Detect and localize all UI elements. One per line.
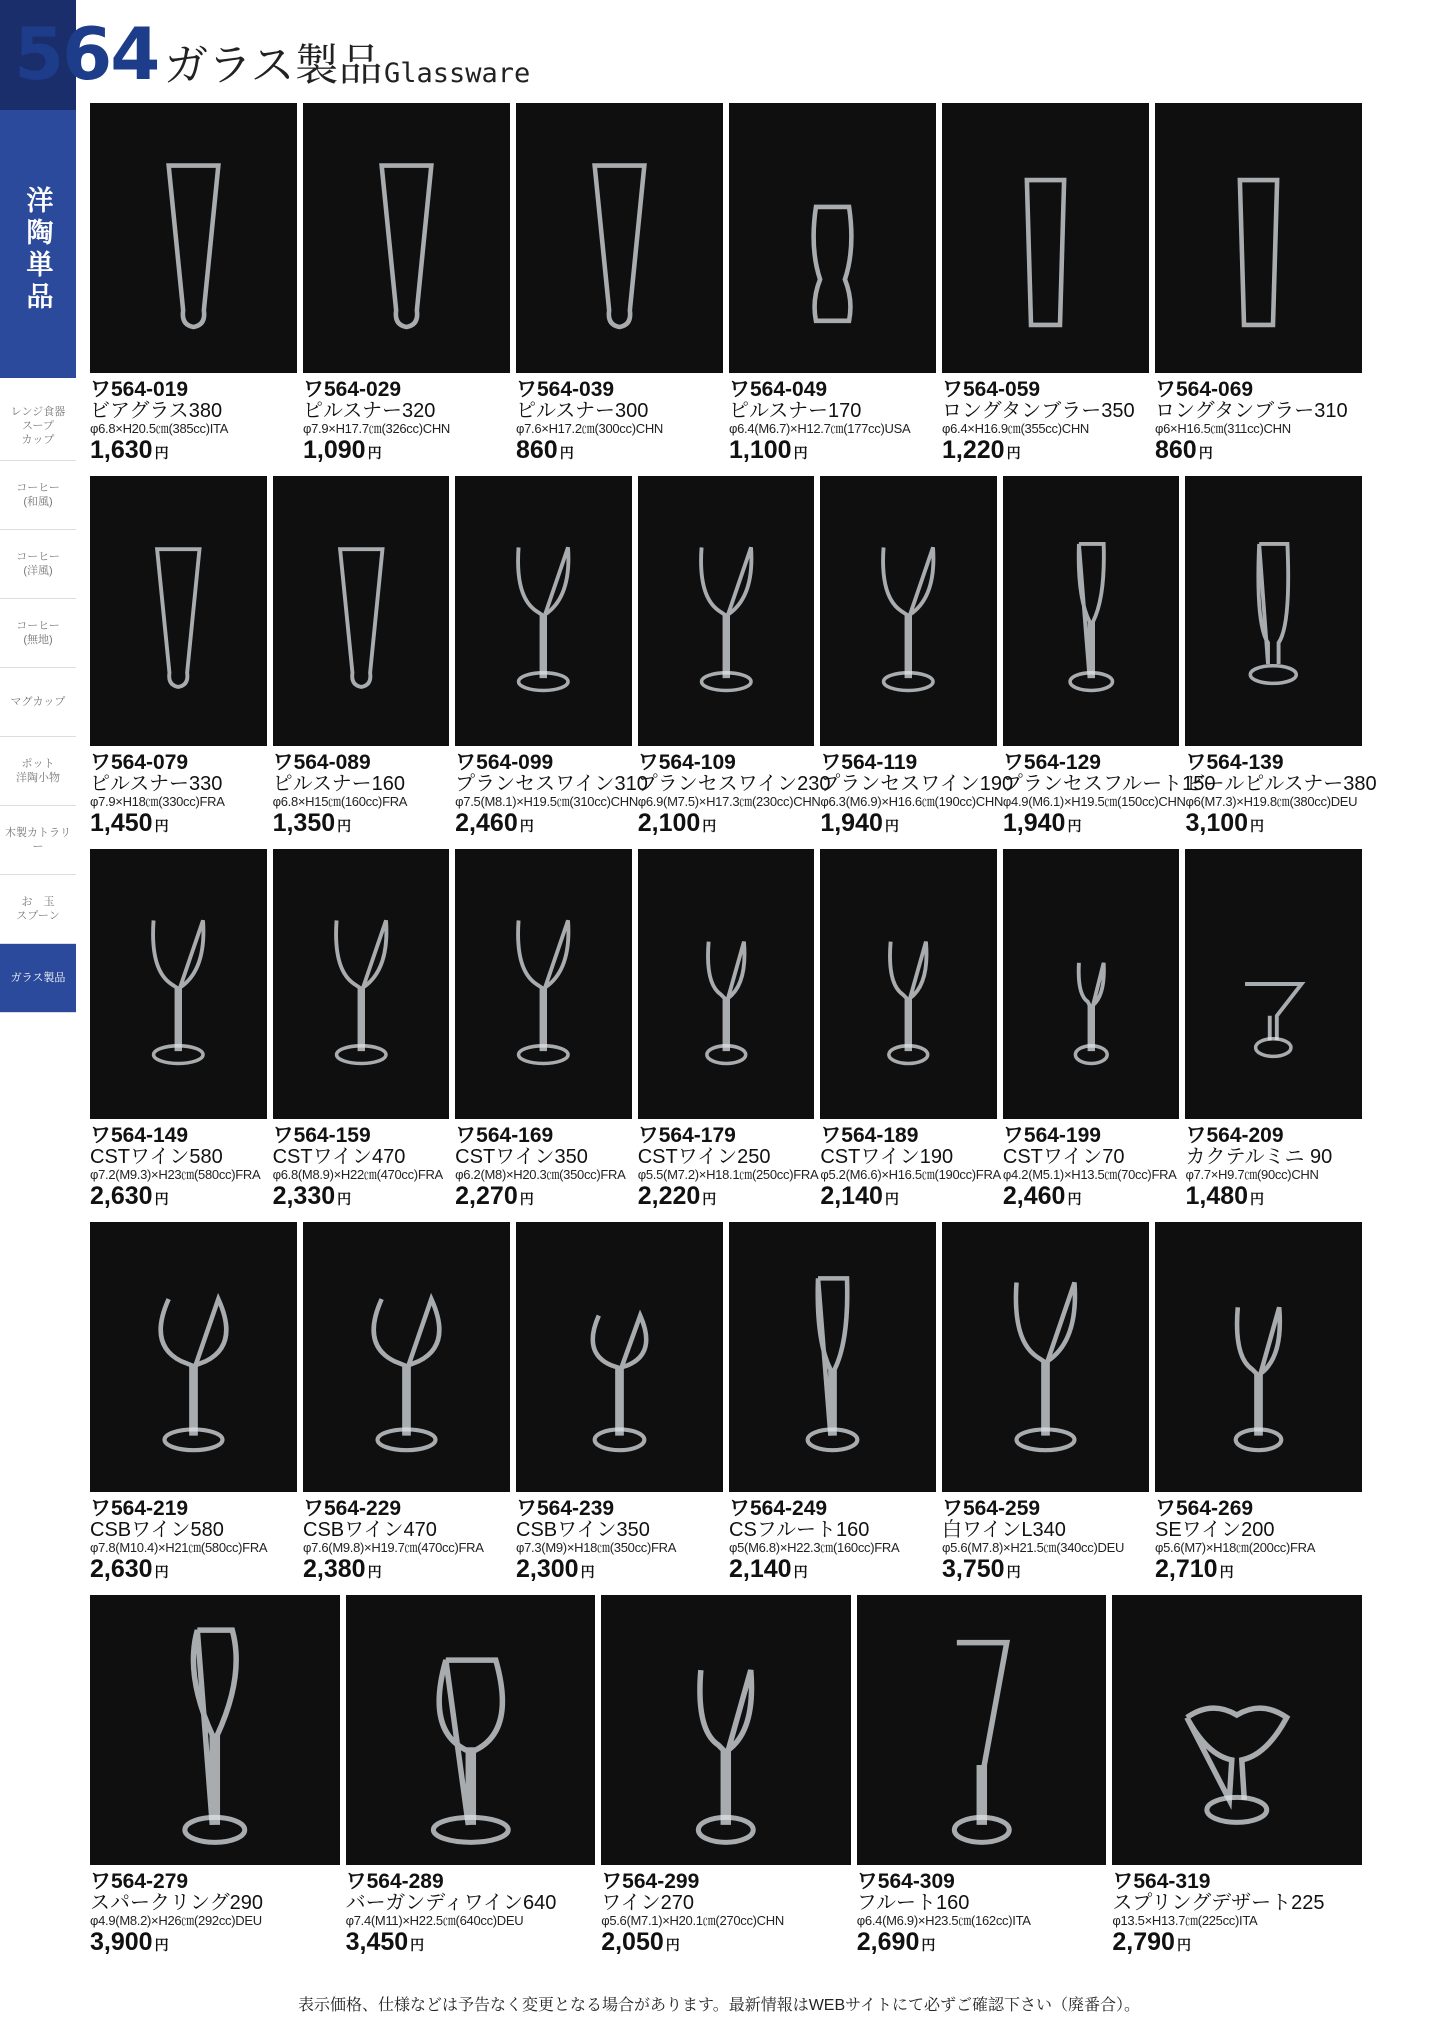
product-spec: φ7.3(M9)×H18㎝(350cc)FRA — [516, 1540, 677, 1555]
product-photo — [516, 1222, 723, 1492]
product-price — [1112, 1928, 1362, 1959]
product-name: プランセスワイン230 — [637, 773, 831, 795]
product-price — [1155, 436, 1362, 467]
product-card[interactable] — [729, 103, 936, 467]
sidebar-nav — [0, 392, 76, 1013]
product-photo — [273, 476, 450, 746]
product-name: カクテルミニ 90 — [1185, 1146, 1333, 1168]
product-card[interactable] — [637, 476, 831, 840]
price-value: 2,300 — [516, 1555, 579, 1583]
price-value: 2,690 — [856, 1928, 920, 1956]
glass-illustration — [820, 849, 997, 1119]
price-value: 2,100 — [637, 809, 701, 837]
product-spec: φ6.4(M6.9)×H23.5㎝(162cc)ITA — [856, 1913, 1031, 1928]
product-price — [516, 1555, 723, 1586]
glass-illustration — [346, 1595, 596, 1865]
product-card[interactable] — [303, 1222, 510, 1586]
product-code: ワ564-179 — [637, 1124, 736, 1147]
product-code: ワ564-089 — [272, 751, 371, 774]
glass-illustration — [90, 103, 297, 373]
glass-illustration — [942, 1222, 1149, 1492]
sidebar-item[interactable]: マグカップ — [0, 668, 76, 737]
product-price — [303, 436, 510, 467]
price-value: 2,140 — [729, 1555, 792, 1583]
product-price — [729, 1555, 936, 1586]
product-price — [820, 1182, 997, 1213]
price-value: 2,630 — [90, 1555, 153, 1583]
product-name: ピルスナー330 — [90, 773, 223, 795]
product-photo — [346, 1595, 596, 1865]
product-spec: φ6.3(M6.9)×H16.6㎝(190cc)CHN — [820, 794, 1004, 809]
product-code: ワ564-039 — [516, 378, 615, 401]
price-value: 1,940 — [820, 809, 883, 837]
yen-unit: 円 — [1067, 818, 1082, 834]
footer-note: 表示価格、仕様などは予告なく変更となる場合があります。最新情報はWEBサイトにて必ずご確認下さい（廃番合）。 — [297, 1997, 1141, 2014]
product-spec: φ6.8×H15㎝(160cc)FRA — [272, 794, 408, 809]
product-card[interactable] — [637, 849, 819, 1213]
product-spec: φ5.6(M7.1)×H20.1㎝(270cc)CHN — [601, 1913, 784, 1928]
product-code: ワ564-219 — [90, 1497, 189, 1520]
yen-unit: 円 — [884, 818, 899, 834]
product-card[interactable] — [729, 1222, 936, 1586]
product-photo — [90, 103, 297, 373]
product-card[interactable] — [455, 476, 648, 840]
product-price — [90, 436, 297, 467]
product-photo — [303, 1222, 510, 1492]
product-photo — [820, 476, 997, 746]
glass-illustration — [729, 103, 936, 373]
yen-unit: 円 — [367, 1564, 382, 1580]
category-label: 洋陶単品 — [26, 186, 54, 313]
product-spec: φ7.9×H17.7㎝(326cc)CHN — [303, 421, 450, 436]
product-name: バーガンディワイン640 — [345, 1892, 557, 1914]
product-spec: φ7.8(M10.4)×H21㎝(580cc)FRA — [90, 1540, 268, 1555]
glass-illustration — [1003, 849, 1180, 1119]
glass-illustration — [516, 1222, 723, 1492]
product-photo — [303, 103, 510, 373]
product-price — [1003, 809, 1180, 840]
product-code: ワ564-119 — [820, 751, 918, 774]
product-code: ワ564-069 — [1155, 378, 1254, 401]
product-name: CSTワイン190 — [820, 1146, 954, 1168]
product-photo — [1112, 1595, 1362, 1865]
product-row — [90, 103, 1362, 467]
product-name: ロングタンブラー310 — [1155, 400, 1348, 422]
product-code: ワ564-079 — [90, 751, 189, 774]
page-title-en: Glassware — [384, 58, 531, 89]
price-value: 3,100 — [1185, 809, 1249, 837]
yen-unit: 円 — [367, 445, 382, 461]
price-value: 3,450 — [345, 1928, 409, 1956]
price-value: 1,100 — [729, 436, 792, 464]
product-photo — [638, 849, 815, 1119]
product-code: ワ564-209 — [1185, 1124, 1284, 1147]
product-card[interactable] — [1155, 1222, 1362, 1586]
product-name: CSTワイン250 — [637, 1146, 771, 1168]
glass-illustration — [601, 1595, 851, 1865]
product-spec: φ13.5×H13.7㎝(225cc)ITA — [1112, 1913, 1258, 1928]
product-photo — [455, 849, 632, 1119]
product-spec: φ7.9×H18㎝(330cc)FRA — [90, 794, 225, 809]
product-photo — [1185, 849, 1362, 1119]
glass-illustration — [516, 103, 723, 373]
product-name: ピルスナー320 — [303, 400, 436, 422]
yen-unit: 円 — [793, 445, 808, 461]
product-price — [942, 1555, 1149, 1586]
product-spec: φ4.9(M6.1)×H19.5㎝(150cc)CHN — [1002, 794, 1186, 809]
sidebar-item[interactable]: お 玉 スプーン — [0, 875, 76, 944]
product-spec: φ7.6(M9.8)×H19.7㎝(470cc)FRA — [303, 1540, 484, 1555]
product-spec: φ7.2(M9.3)×H23㎝(580cc)FRA — [90, 1167, 261, 1182]
product-spec: φ5(M6.8)×H22.3㎝(160cc)FRA — [729, 1540, 900, 1555]
product-card[interactable] — [1003, 849, 1180, 1213]
product-photo — [1185, 476, 1362, 746]
product-spec: φ5.5(M7.2)×H18.1㎝(250cc)FRA — [637, 1167, 819, 1182]
product-name: CSBワイン350 — [516, 1519, 650, 1541]
product-name: プランセスフルート150 — [1002, 773, 1216, 795]
product-spec: φ4.2(M5.1)×H13.5㎝(70cc)FRA — [1002, 1167, 1177, 1182]
product-card[interactable] — [90, 1595, 340, 1959]
product-price — [90, 1555, 297, 1586]
product-name: プランセスワイン190 — [820, 773, 1014, 795]
product-price — [857, 1928, 1107, 1959]
product-card[interactable] — [455, 849, 632, 1213]
yen-unit: 円 — [1219, 1564, 1234, 1580]
product-photo — [1155, 1222, 1362, 1492]
product-code: ワ564-269 — [1155, 1497, 1254, 1520]
price-value: 1,480 — [1185, 1182, 1249, 1210]
glass-illustration — [455, 476, 632, 746]
product-price — [90, 809, 267, 840]
product-code: ワ564-299 — [601, 1870, 700, 1893]
glass-illustration — [1185, 849, 1362, 1119]
sidebar-item[interactable]: コーヒー (和風) — [0, 461, 76, 530]
product-card[interactable] — [1155, 103, 1362, 467]
product-code: ワ564-189 — [820, 1124, 919, 1147]
price-value: 1,940 — [1002, 809, 1066, 837]
product-code: ワ564-049 — [729, 378, 828, 401]
product-card[interactable] — [1002, 476, 1216, 840]
product-photo — [90, 476, 267, 746]
product-spec: φ5.6(M7)×H18㎝(200cc)FRA — [1155, 1540, 1316, 1555]
product-price — [638, 809, 815, 840]
product-code: ワ564-099 — [455, 751, 554, 774]
product-price — [455, 1182, 632, 1213]
yen-unit: 円 — [702, 1191, 717, 1207]
glass-illustration — [1112, 1595, 1362, 1865]
price-value: 2,790 — [1112, 1928, 1175, 1956]
product-row — [90, 1222, 1362, 1586]
glass-illustration — [1155, 1222, 1362, 1492]
product-card[interactable] — [346, 1595, 596, 1959]
glass-illustration — [455, 849, 632, 1119]
product-code: ワ564-199 — [1002, 1124, 1101, 1147]
yen-unit: 円 — [1006, 1564, 1021, 1580]
product-name: CSTワイン350 — [455, 1146, 588, 1168]
product-spec: φ6.8×H20.5㎝(385cc)ITA — [90, 421, 229, 436]
product-code: ワ564-319 — [1112, 1870, 1211, 1893]
sidebar-item[interactable]: コーヒー (無地) — [0, 599, 76, 668]
yen-unit: 円 — [1250, 818, 1265, 834]
sidebar-item[interactable]: 木製カトラリー — [0, 806, 76, 875]
product-spec: φ6(M7.3)×H19.8㎝(380cc)DEU — [1185, 794, 1358, 809]
yen-unit: 円 — [1198, 445, 1213, 461]
product-name: 白ワインL340 — [942, 1519, 1066, 1541]
glass-illustration — [90, 849, 267, 1119]
yen-unit: 円 — [1006, 445, 1021, 461]
glass-illustration — [90, 476, 267, 746]
product-photo — [942, 103, 1149, 373]
product-code: ワ564-139 — [1185, 751, 1284, 774]
product-price — [1185, 809, 1362, 840]
product-price — [820, 809, 997, 840]
yen-unit: 円 — [580, 1564, 595, 1580]
product-card[interactable] — [273, 849, 450, 1213]
glass-illustration — [273, 476, 450, 746]
product-spec: φ6.8(M8.9)×H22㎝(470cc)FRA — [272, 1167, 443, 1182]
product-photo — [729, 1222, 936, 1492]
product-code: ワ564-149 — [90, 1124, 189, 1147]
price-value: 2,630 — [90, 1182, 153, 1210]
product-spec: φ6.4×H16.9㎝(355cc)CHN — [942, 421, 1089, 436]
product-name: ロングタンブラー350 — [942, 400, 1135, 422]
glass-illustration — [303, 103, 510, 373]
product-photo — [942, 1222, 1149, 1492]
product-price — [90, 1182, 267, 1213]
product-card[interactable] — [942, 103, 1149, 467]
product-price — [303, 1555, 510, 1586]
product-price — [273, 1182, 450, 1213]
product-name: フルート160 — [856, 1892, 970, 1914]
product-price — [346, 1928, 596, 1959]
product-spec: φ5.2(M6.6)×H16.5㎝(190cc)FRA — [820, 1167, 1001, 1182]
product-spec: φ6.4(M6.7)×H12.7㎝(177cc)USA — [729, 421, 911, 436]
glass-illustration — [1003, 476, 1180, 746]
price-value: 1,350 — [272, 809, 336, 837]
product-photo — [516, 103, 723, 373]
product-name: CSBワイン470 — [303, 1519, 437, 1541]
product-code: ワ564-169 — [455, 1124, 554, 1147]
price-value: 2,710 — [1155, 1555, 1218, 1583]
yen-unit: 円 — [1067, 1191, 1082, 1207]
product-name: ピルスナー170 — [729, 400, 862, 422]
product-price — [1155, 1555, 1362, 1586]
price-value: 1,450 — [90, 809, 153, 837]
yen-unit: 円 — [337, 1191, 352, 1207]
product-photo — [455, 476, 632, 746]
price-value: 1,220 — [942, 436, 1005, 464]
yen-unit: 円 — [154, 1564, 169, 1580]
price-value: 2,050 — [601, 1928, 664, 1956]
yen-unit: 円 — [665, 1937, 680, 1953]
product-price — [455, 809, 632, 840]
product-name: ビアグラス380 — [90, 400, 223, 422]
product-photo — [1155, 103, 1362, 373]
product-code: ワ564-279 — [90, 1870, 189, 1893]
price-value: 2,380 — [303, 1555, 366, 1583]
product-card[interactable] — [516, 103, 723, 467]
glass-illustration — [90, 1222, 297, 1492]
glass-illustration — [90, 1595, 340, 1865]
yen-unit: 円 — [519, 1191, 534, 1207]
product-name: SEワイン200 — [1155, 1519, 1275, 1541]
product-price — [638, 1182, 815, 1213]
product-code: ワ564-259 — [942, 1497, 1041, 1520]
product-code: ワ564-129 — [1002, 751, 1101, 774]
sidebar-item[interactable]: コーヒー (洋風) — [0, 530, 76, 599]
product-name: プランセスワイン310 — [455, 773, 648, 795]
product-name: CSBワイン580 — [90, 1519, 224, 1541]
product-name: スプリングデザート225 — [1112, 1892, 1325, 1914]
product-card[interactable] — [857, 1595, 1107, 1959]
product-card[interactable] — [90, 103, 297, 467]
product-card[interactable] — [1185, 849, 1362, 1213]
price-value: 1,090 — [303, 436, 366, 464]
product-name: ピルスナー160 — [272, 773, 405, 795]
yen-unit: 円 — [793, 1564, 808, 1580]
yen-unit: 円 — [884, 1191, 899, 1207]
product-photo — [1003, 849, 1180, 1119]
product-name: ピルスナー300 — [516, 400, 649, 422]
product-card[interactable] — [1112, 1595, 1362, 1959]
glass-illustration — [729, 1222, 936, 1492]
product-row — [90, 1595, 1362, 1959]
product-price — [942, 436, 1149, 467]
yen-unit: 円 — [1250, 1191, 1265, 1207]
product-photo — [638, 476, 815, 746]
product-photo — [90, 1222, 297, 1492]
yen-unit: 円 — [154, 445, 169, 461]
product-card[interactable] — [942, 1222, 1149, 1586]
product-code: ワ564-159 — [272, 1124, 371, 1147]
product-spec: φ4.9(M8.2)×H26㎝(292cc)DEU — [90, 1913, 262, 1928]
product-price — [516, 436, 723, 467]
product-price — [1003, 1182, 1180, 1213]
product-photo — [857, 1595, 1107, 1865]
glass-illustration — [638, 476, 815, 746]
product-card[interactable] — [820, 476, 1014, 840]
product-spec: φ7.7×H9.7㎝(90cc)CHN — [1185, 1167, 1319, 1182]
product-spec: φ6.2(M8)×H20.3㎝(350cc)FRA — [455, 1167, 626, 1182]
page-number: 564 — [14, 12, 159, 96]
yen-unit: 円 — [702, 818, 717, 834]
price-value: 2,270 — [455, 1182, 518, 1210]
product-spec: φ6.9(M7.5)×H17.3㎝(230cc)CHN — [637, 794, 821, 809]
product-card[interactable] — [516, 1222, 723, 1586]
product-photo — [729, 103, 936, 373]
product-code: ワ564-289 — [345, 1870, 444, 1893]
price-value: 1,630 — [90, 436, 153, 464]
product-price — [1185, 1182, 1362, 1213]
glass-illustration — [1185, 476, 1362, 746]
glass-illustration — [857, 1595, 1107, 1865]
yen-unit: 円 — [337, 818, 352, 834]
yen-unit: 円 — [559, 445, 574, 461]
product-card[interactable] — [90, 476, 267, 840]
product-spec: φ6×H16.5㎝(311cc)CHN — [1155, 421, 1291, 436]
sidebar-item[interactable]: レンジ食器 スープ カップ — [0, 392, 76, 461]
product-name: スパークリング290 — [90, 1892, 263, 1914]
product-spec: φ7.5(M8.1)×H19.5㎝(310cc)CHN — [455, 794, 638, 809]
product-spec: φ5.6(M7.8)×H21.5㎝(340cc)DEU — [942, 1540, 1125, 1555]
price-value: 3,900 — [90, 1928, 153, 1956]
product-name: CSフルート160 — [729, 1519, 870, 1541]
product-row — [90, 476, 1377, 840]
yen-unit: 円 — [921, 1937, 936, 1953]
product-photo — [90, 1595, 340, 1865]
sidebar-item[interactable]: ガラス製品 — [0, 944, 76, 1013]
price-value: 2,140 — [820, 1182, 883, 1210]
price-value: 2,460 — [455, 809, 518, 837]
price-value: 2,330 — [272, 1182, 336, 1210]
page-title: ガラス製品 — [164, 40, 383, 91]
product-photo — [90, 849, 267, 1119]
product-code: ワ564-059 — [942, 378, 1041, 401]
glass-illustration — [1155, 103, 1362, 373]
product-code: ワ564-249 — [729, 1497, 828, 1520]
product-card[interactable] — [273, 476, 450, 840]
product-card[interactable] — [1185, 476, 1377, 840]
product-card[interactable] — [90, 1222, 297, 1586]
glass-illustration — [820, 476, 997, 746]
product-card[interactable] — [601, 1595, 851, 1959]
product-spec: φ7.6×H17.2㎝(300cc)CHN — [516, 421, 663, 436]
product-photo — [273, 849, 450, 1119]
product-card[interactable] — [820, 849, 1001, 1213]
product-price — [729, 436, 936, 467]
product-name: CSTワイン70 — [1002, 1146, 1125, 1168]
yen-unit: 円 — [1176, 1937, 1191, 1953]
product-code: ワ564-029 — [303, 378, 402, 401]
product-name: ワイン270 — [601, 1892, 694, 1914]
glass-illustration — [273, 849, 450, 1119]
product-code: ワ564-309 — [856, 1870, 955, 1893]
product-card[interactable] — [90, 849, 267, 1213]
product-price — [273, 809, 450, 840]
yen-unit: 円 — [154, 818, 169, 834]
product-name: ビールピルスナー380 — [1185, 773, 1377, 795]
price-value: 860 — [516, 436, 558, 464]
yen-unit: 円 — [154, 1191, 169, 1207]
glass-illustration — [303, 1222, 510, 1492]
price-value: 2,460 — [1002, 1182, 1066, 1210]
product-code: ワ564-109 — [637, 751, 736, 774]
product-photo — [1003, 476, 1180, 746]
product-photo — [601, 1595, 851, 1865]
product-spec: φ7.4(M11)×H22.5㎝(640cc)DEU — [345, 1913, 524, 1928]
sidebar-item[interactable]: ポット 洋陶小物 — [0, 737, 76, 806]
product-price — [601, 1928, 851, 1959]
glass-illustration — [942, 103, 1149, 373]
price-value: 3,750 — [942, 1555, 1005, 1583]
product-code: ワ564-229 — [303, 1497, 402, 1520]
product-row — [90, 849, 1362, 1213]
product-code: ワ564-239 — [516, 1497, 615, 1520]
yen-unit: 円 — [410, 1937, 425, 1953]
price-value: 860 — [1155, 436, 1197, 464]
product-photo — [820, 849, 997, 1119]
yen-unit: 円 — [154, 1937, 169, 1953]
product-name: CSTワイン580 — [90, 1146, 223, 1168]
price-value: 2,220 — [637, 1182, 701, 1210]
product-card[interactable] — [303, 103, 510, 467]
product-price — [90, 1928, 340, 1959]
glass-illustration — [638, 849, 815, 1119]
product-name: CSTワイン470 — [272, 1146, 406, 1168]
product-code: ワ564-019 — [90, 378, 189, 401]
yen-unit: 円 — [519, 818, 534, 834]
